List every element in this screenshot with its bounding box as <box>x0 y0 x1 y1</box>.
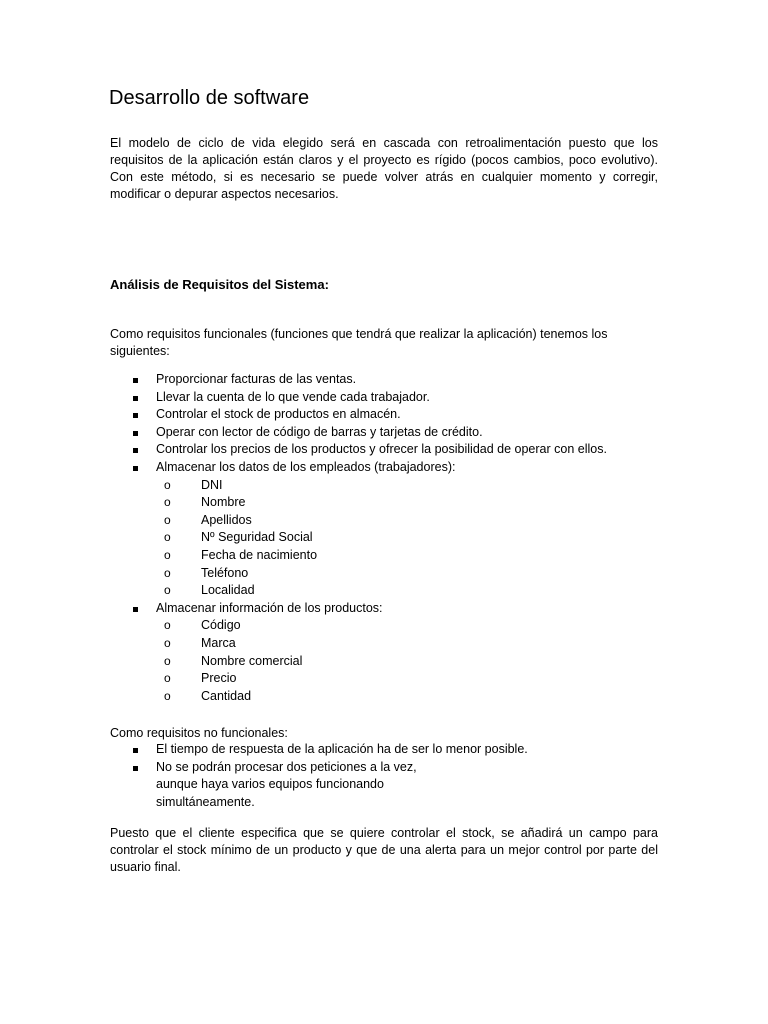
circle-bullet-icon: o <box>164 653 171 668</box>
list-item: Llevar la cuenta de lo que vende cada trabajador. <box>0 389 768 407</box>
sub-list-item: o Nombre comercial <box>0 653 768 671</box>
functional-requirements-list <box>0 371 768 705</box>
circle-bullet-icon: o <box>164 583 171 598</box>
circle-bullet-icon: o <box>164 688 171 703</box>
list-item: Almacenar información de los productos: <box>0 600 768 618</box>
sub-list-item: o Marca <box>0 635 768 653</box>
sub-list-item: o Precio <box>0 670 768 688</box>
list-item: Controlar el stock de productos en almacén. <box>0 406 768 424</box>
bullet-icon <box>133 766 138 771</box>
sub-list-item: o Localidad <box>0 582 768 600</box>
list-item: Proporcionar facturas de las ventas. <box>0 371 768 389</box>
sub-list-item: o Nº Seguridad Social <box>0 529 768 547</box>
sub-list-item: o Cantidad <box>0 688 768 706</box>
circle-bullet-icon: o <box>164 671 171 686</box>
list-item: Controlar los precios de los productos y ofrecer la posibilidad de operar con ellos. <box>0 441 768 459</box>
nonfunctional-requirements-list <box>0 741 768 811</box>
circle-bullet-icon: o <box>164 512 171 527</box>
circle-bullet-icon: o <box>164 547 171 562</box>
functional-intro: Como requisitos funcionales (funciones que tendrá que realizar la aplicación) tenemos los siguientes: <box>110 327 608 358</box>
circle-bullet-icon: o <box>164 477 171 492</box>
list-item: No se podrán procesar dos peticiones a la vez, aunque haya varios equipos funcionando simultáneamente. <box>0 759 456 812</box>
list-item: Operar con lector de código de barras y tarjetas de crédito. <box>0 424 768 442</box>
bullet-icon <box>133 396 138 401</box>
intro-paragraph: El modelo de ciclo de vida elegido será en cascada con retroalimentación puesto que los requisitos de la aplicación están claros y el proyecto es rígido (pocos cambios, poco evolutivo). Con este método, si es necesario se puede volver atrás en cualquier momento y corregir, modificar o depurar aspectos necesarios. <box>110 136 658 201</box>
sub-list-item: o Código <box>0 617 768 635</box>
closing-paragraph: Puesto que el cliente especifica que se quiere controlar el stock, se añadirá un campo para controlar el stock mínimo de un producto y que de una alerta para un mejor control por parte del usuario final. <box>110 826 658 874</box>
bullet-icon <box>133 748 138 753</box>
circle-bullet-icon: o <box>164 565 171 580</box>
nonfunctional-heading: Como requisitos no funcionales: <box>110 726 288 740</box>
bullet-icon <box>133 448 138 453</box>
sub-list-item: o DNI <box>0 477 768 495</box>
bullet-icon <box>133 607 138 612</box>
circle-bullet-icon: o <box>164 530 171 545</box>
bullet-icon <box>133 413 138 418</box>
bullet-icon <box>133 378 138 383</box>
bullet-icon <box>133 431 138 436</box>
circle-bullet-icon: o <box>164 635 171 650</box>
list-item: El tiempo de respuesta de la aplicación ha de ser lo menor posible. <box>0 741 768 759</box>
circle-bullet-icon: o <box>164 618 171 633</box>
section-heading: Análisis de Requisitos del Sistema: <box>110 277 329 292</box>
list-item: Almacenar los datos de los empleados (trabajadores): <box>0 459 768 477</box>
page-title: Desarrollo de software <box>109 87 310 109</box>
bullet-icon <box>133 466 138 471</box>
circle-bullet-icon: o <box>164 495 171 510</box>
sub-list-item: o Fecha de nacimiento <box>0 547 768 565</box>
sub-list-item: o Teléfono <box>0 565 768 583</box>
sub-list-item: o Apellidos <box>0 512 768 530</box>
sub-list-item: o Nombre <box>0 494 768 512</box>
